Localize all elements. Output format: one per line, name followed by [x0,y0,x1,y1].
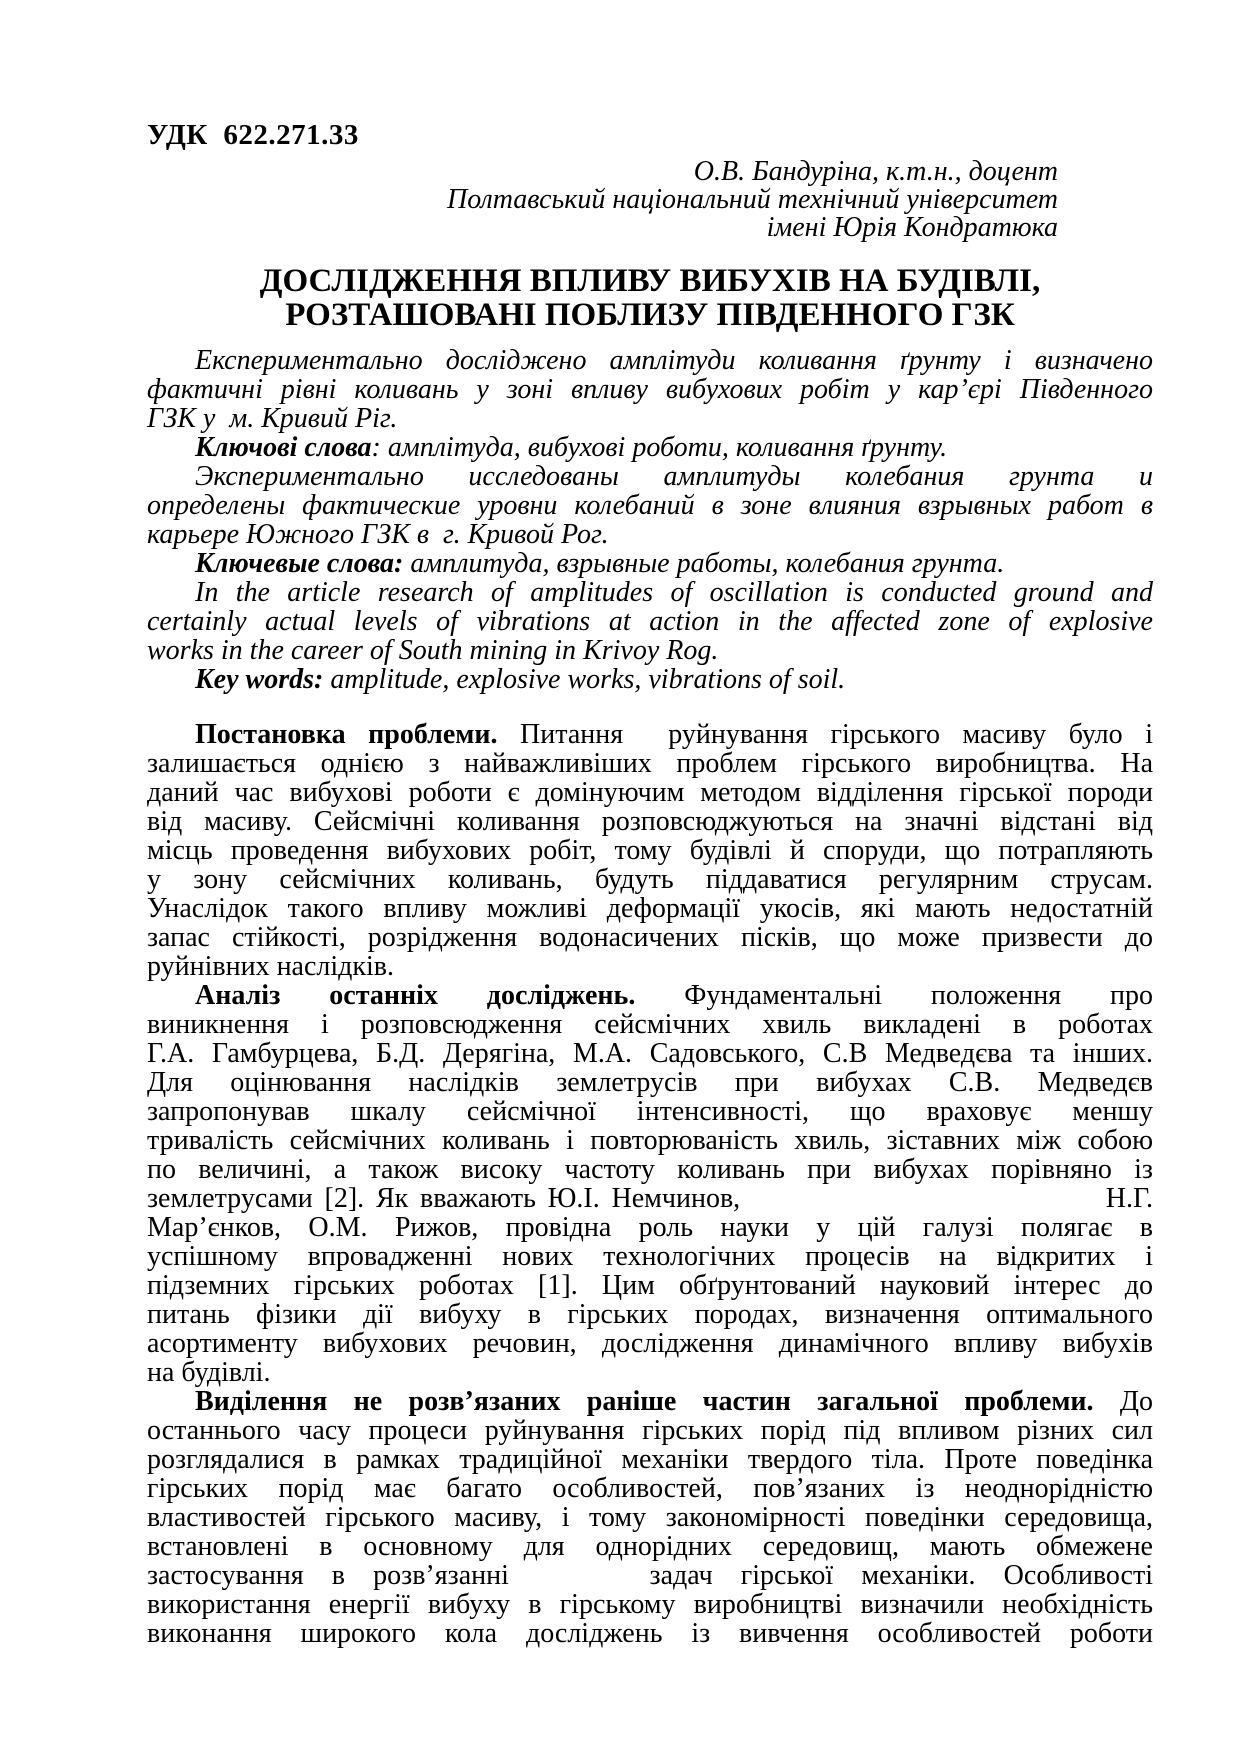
text-line: In the article research of amplitudes of oscillation is conducted ground and [195,577,1153,608]
text-line: останнього часу процеси руйнування гірських порід під впливом різних сил [147,1415,1153,1446]
text-line: успішному впровадженні нових технологічних процесів на відкритих і [147,1241,1153,1272]
affiliation-line: Полтавський національний технічний університет [447,184,1058,215]
text-line: гірських порід має багато особливостей, пов’язаних із неоднорідністю [147,1473,1153,1504]
text-line: certainly actual levels of vibrations at action in the affected zone of explosive [147,606,1153,637]
text-line: Для оцінювання наслідків землетрусів при вибухах С.В. Медведєв [147,1067,1153,1098]
paragraph-problem-statement [147,720,1153,981]
paragraph-unsolved-parts [147,1387,1153,1648]
text-line: Експериментально досліджено амплітуди коливання ґрунту і визначено [195,345,1153,376]
text-line: Ключевые слова: амплитуда, взрывные работы, колебания грунта. [195,548,1005,579]
text-line: Мар’єнков, О.М. Рижов, провідна роль науки у цій галузі полягає в [147,1212,1153,1243]
abstract-english [147,578,1153,665]
text-line: Постановка проблеми. Питання руйнування гірського масиву було і [195,719,1153,750]
paragraph-lead: Постановка проблеми. [195,719,498,750]
article-title-line-1: ДОСЛІДЖЕННЯ ВПЛИВУ ВИБУХІВ НА БУДІВЛІ, [259,263,1041,299]
keywords-english [147,665,1153,694]
text-line: Ключові слова: амплітуда, вибухові роботи, коливання ґрунту. [195,432,948,463]
paragraph-lead: Ключові слова [195,432,372,463]
text-line: Key words: amplitude, explosive works, vibrations of soil. [195,664,846,695]
text-line: Унаслідок такого впливу можливі деформації укосів, які мають недостатній [147,893,1153,924]
text-line: виникнення і розповсюдження сейсмічних хвиль викладені в роботах [147,1009,1153,1040]
text-line: у зону сейсмічних коливань, будуть піддаватися регулярним струсам. [147,864,1153,895]
text-line: тривалість сейсмічних коливань і повторюваність хвиль, зіставних між собою [147,1125,1153,1156]
article-body [147,720,1153,1648]
text-line: по величині, а також високу частоту коливань при вибухах порівняно із [147,1154,1153,1185]
text-line: виконання широкого кола досліджень із вивчення особливостей роботи [147,1618,1153,1649]
text-line: Г.А. Гамбурцева, Б.Д. Дерягіна, М.А. Садовського, С.В Медведєва та інших. [147,1038,1153,1069]
text-line: землетрусами [2]. Як вважають Ю.І. Немчинов, Н.Г. [147,1183,1153,1214]
paragraph-lead: Аналіз останніх досліджень. [195,980,636,1011]
text-line: Экспериментально исследованы амплитуды колебания грунта и [195,461,1153,492]
text-line: використання енергії вибуху в гірському виробництві визначили необхідність [147,1589,1153,1620]
text-line: встановлені в основному для однорідних середовищ, мають обмежене [147,1531,1153,1562]
text-line: на будівлі. [147,1357,271,1388]
text-line: карьере Южного ГЗК в г. Кривой Рог. [147,519,609,550]
byline-block [147,158,1153,242]
keywords-ukrainian [147,433,1153,462]
abstract-russian [147,462,1153,549]
text-line: фактичні рівні коливань у зоні впливу вибухових робіт у кар’єрі Південного [147,374,1153,405]
paragraph-lead: Ключевые слова: [195,548,404,579]
text-line: від масиву. Сейсмічні коливання розповсюджуються на значні відстані від [147,806,1153,837]
text-line: works in the career of South mining in Krivoy Rog. [147,635,719,666]
paragraph-lead: Виділення не розв’язаних раніше частин загальної проблеми. [195,1386,1094,1417]
text-line: залишається однією з найважливіших проблем гірського виробництва. На [147,748,1153,779]
udc-code: УДК 622.271.33 [147,119,359,151]
text-line: запас стійкості, розрідження водонасичених пісків, що може призвести до [147,922,1153,953]
text-line: питань фізики дії вибуху в гірських породах, визначення оптимального [147,1299,1153,1330]
abstract-section [147,346,1153,694]
text-line: даний час вибухові роботи є домінуючим методом відділення гірської породи [147,777,1153,808]
text-line: Виділення не розв’язаних раніше частин загальної проблеми. До [195,1386,1153,1417]
author-line: О.В. Бандуріна, к.т.н., доцент [693,156,1058,187]
paragraph-recent-research [147,981,1153,1387]
text-line: Аналіз останніх досліджень. Фундаментальні положення про [195,980,1154,1011]
affiliation-line-2: імені Юрія Кондратюка [766,212,1058,243]
paragraph-lead: Key words: [195,664,324,695]
text-line: определены фактические уровни колебаний в зоне влияния взрывных работ в [147,490,1153,521]
text-line: застосування в розв’язанні задач гірської механіки. Особливості [147,1560,1153,1591]
text-line: асортименту вибухових речовин, дослідження динамічного впливу вибухів [147,1328,1153,1359]
abstract-ukrainian [147,346,1153,433]
article-title [147,264,1153,332]
keywords-russian [147,549,1153,578]
text-line: властивостей гірського масиву, і тому закономірності поведінки середовища, [147,1502,1153,1533]
text-line: розглядалися в рамках традиційної механіки твердого тіла. Проте поведінка [147,1444,1153,1475]
text-line: підземних гірських роботах [1]. Цим обґрунтований науковий інтерес до [147,1270,1153,1301]
article-title-line-2: РОЗТАШОВАНІ ПОБЛИЗУ ПІВДЕННОГО ГЗК [285,297,1015,333]
text-line: ГЗК у м. Кривий Ріг. [147,403,398,434]
text-line: руйнівних наслідків. [147,951,395,982]
text-line: місць проведення вибухових робіт, тому будівлі й споруди, що потрапляють [147,835,1153,866]
text-line: запропонував шкалу сейсмічної інтенсивності, що враховує меншу [147,1096,1153,1127]
